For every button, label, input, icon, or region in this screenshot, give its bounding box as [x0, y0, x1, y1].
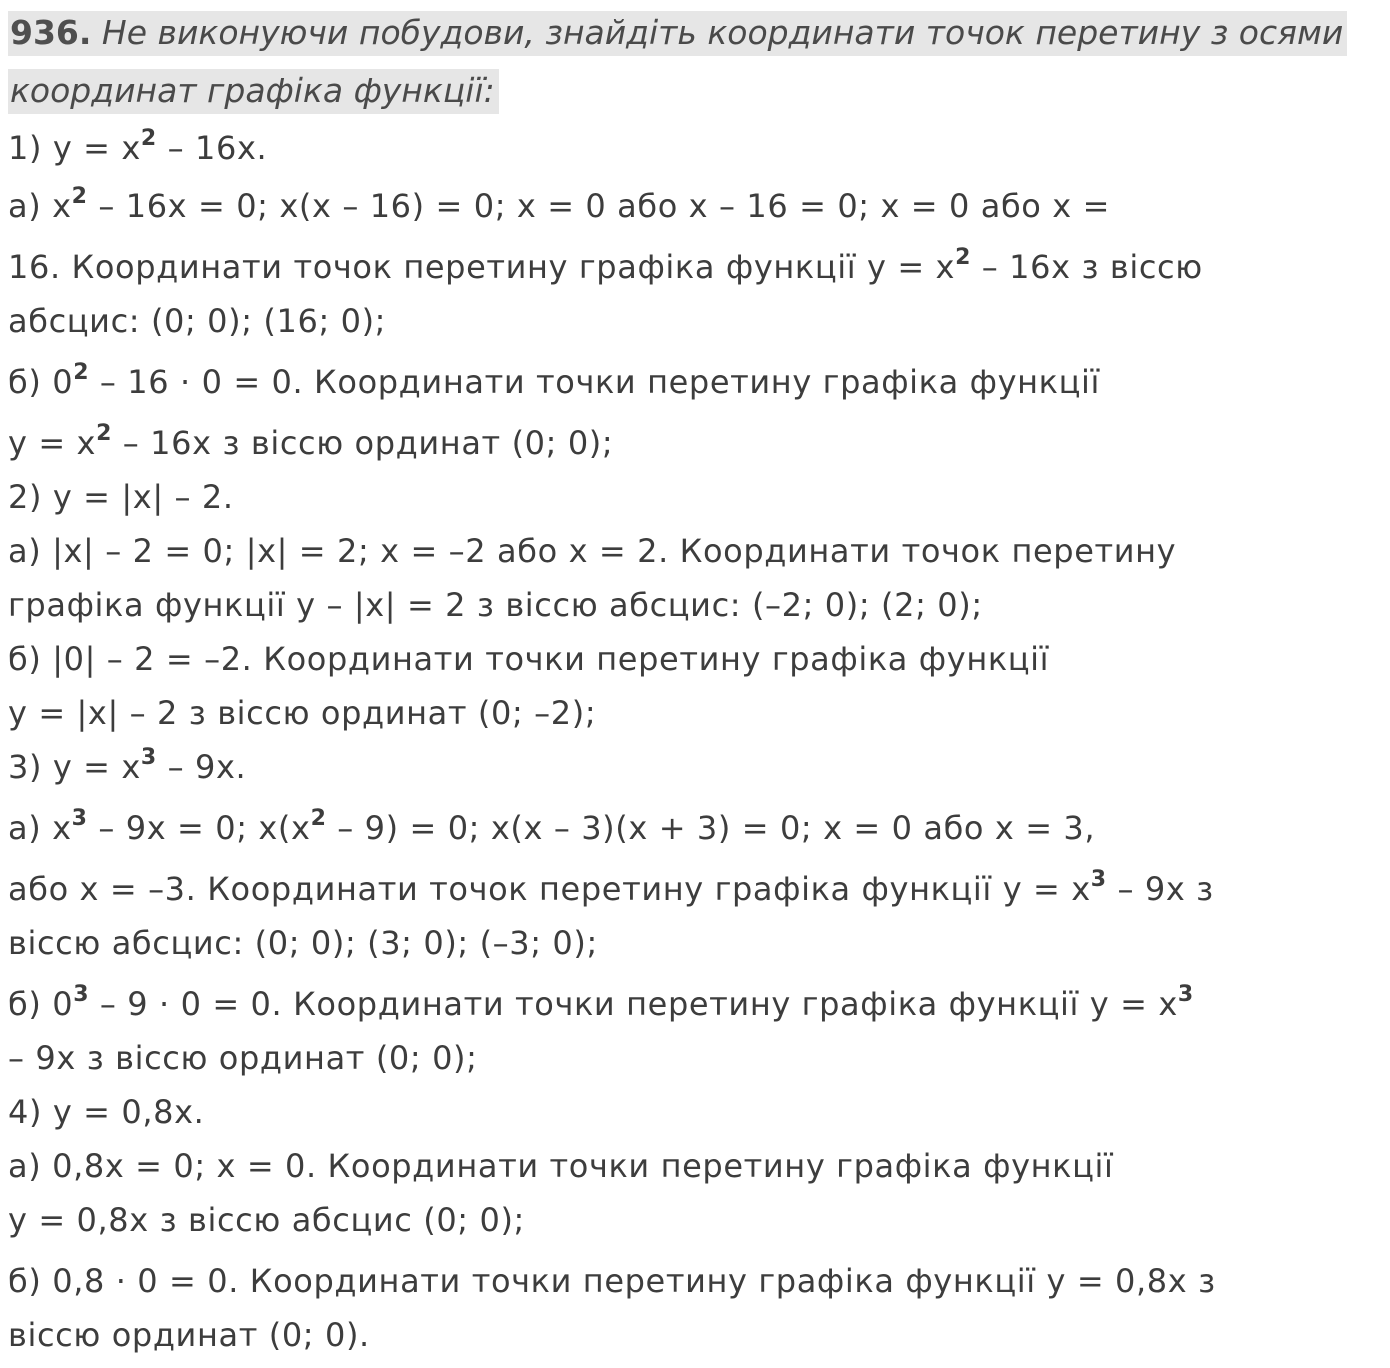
solution-line: б) $0^2 - 16 \cdot 0 = 0$. Координати точки перетину графіка функції	[8, 360, 1100, 401]
solution-line: або x = –3. Координати точок перетину графіка функції $y = x^3 - 9x$ з	[8, 867, 1214, 908]
solution-line: а) $x^3 - 9x = 0$; $x(x^2 - 9) = 0$; x(x – 3)(x + 3) = 0; x = 0 або x = 3,	[8, 806, 1096, 847]
solution-line: графіка функції y – |x| = 2 з віссю абсцис: (–2; 0); (2; 0);	[8, 586, 983, 624]
problem-number: 936.	[10, 13, 92, 52]
solution-line: віссю абсцис: (0; 0); (3; 0); (–3; 0);	[8, 924, 598, 962]
exponent: 2	[310, 806, 327, 831]
solution-line: а) $x^2 - 16x = 0$; x(x – 16) = 0; x = 0 або x – 16 = 0; x = 0 або x =	[8, 184, 1111, 225]
exponent: 2	[71, 184, 88, 209]
exponent: 3	[73, 982, 90, 1007]
solution-line: 1) $y = x^2 - 16x$.	[8, 126, 268, 167]
solution-line: – 9x з віссю ординат (0; 0);	[8, 1039, 478, 1077]
solution-line: б) |0| – 2 = –2. Координати точки перетину графіка функції	[8, 640, 1050, 678]
exponent: 2	[73, 360, 90, 385]
solution-line: а) 0,8x = 0; x = 0. Координати точки перетину графіка функції	[8, 1147, 1114, 1185]
solution-body	[8, 126, 1383, 1357]
exponent: 3	[140, 745, 157, 770]
textbook-page	[8, 4, 1383, 1357]
solution-line: а) |x| – 2 = 0; |x| = 2; x = –2 або x = 2. Координати точок перетину	[8, 532, 1177, 570]
solution-line: 3) $y = x^3 - 9x$.	[8, 745, 247, 786]
solution-line: y = |x| – 2 з віссю ординат (0; –2);	[8, 694, 597, 732]
exponent: 3	[71, 806, 88, 831]
solution-line: 4) y = 0,8x.	[8, 1093, 205, 1131]
problem-header	[8, 4, 1353, 120]
exponent: 2	[140, 126, 157, 151]
solution-line: б) $0^3 - 9 \cdot 0 = 0$. Координати точки перетину графіка функції $y = x^3$	[8, 982, 1194, 1023]
exponent: 3	[1177, 982, 1194, 1007]
solution-line: 2) y = |x| – 2.	[8, 478, 234, 516]
solution-line: віссю ординат (0; 0).	[8, 1316, 370, 1354]
exponent: 2	[96, 421, 112, 446]
exponent: 2	[955, 245, 971, 270]
solution-line: б) 0,8 · 0 = 0. Координати точки перетину графіка функції y = 0,8x з	[8, 1262, 1216, 1300]
exponent: 3	[1090, 867, 1107, 892]
solution-line: 16. Координати точок перетину графіка функції $y = x^2 - 16x$ з віссю	[8, 245, 1203, 286]
solution-line: абсцис: (0; 0); (16; 0);	[8, 302, 387, 340]
solution-line: y = 0,8x з віссю абсцис (0; 0);	[8, 1201, 525, 1239]
problem-header-text	[8, 11, 1347, 114]
problem-statement: Не виконуючи побудови, знайдіть координати точок перетину з осями координат графіка функції:	[10, 13, 1344, 110]
solution-line: $y = x^2 - 16x$ з віссю ординат (0; 0);	[8, 421, 614, 462]
